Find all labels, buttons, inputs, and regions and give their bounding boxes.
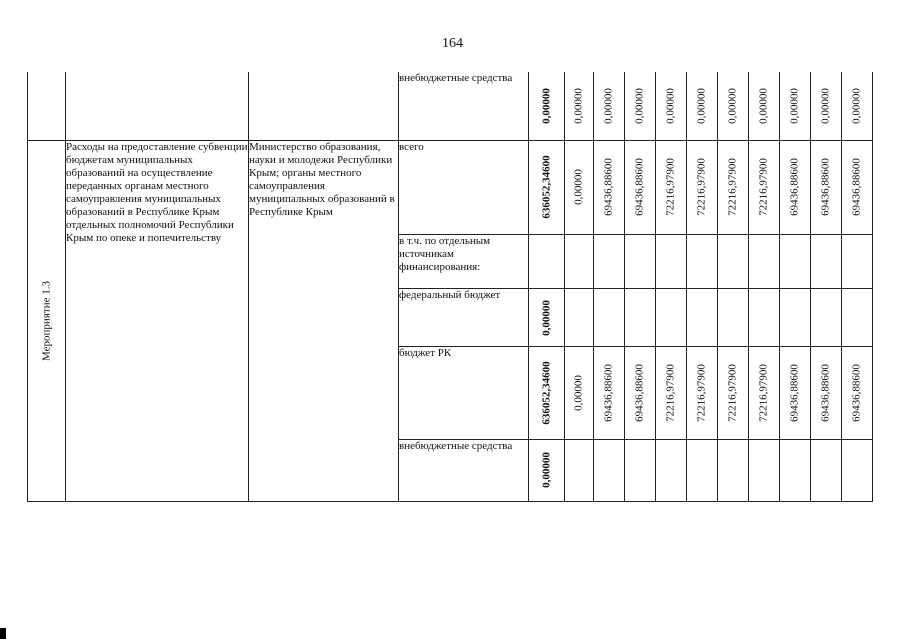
funding-type-label: федеральный бюджет xyxy=(399,289,501,302)
year-value: 72216,97900 xyxy=(695,364,708,422)
year-value: 0,00000 xyxy=(633,87,646,124)
year-value: 72216,97900 xyxy=(757,364,770,422)
year-value-cell xyxy=(656,347,687,439)
year-value: 0,00000 xyxy=(572,87,585,124)
year-value-cell xyxy=(749,289,780,347)
year-value: 0,00000 xyxy=(602,87,615,124)
year-value-cell xyxy=(718,140,749,234)
year-value: 69436,88600 xyxy=(633,364,646,422)
total-cell xyxy=(529,439,565,501)
year-value-cell xyxy=(842,289,873,347)
description-cell-continued xyxy=(66,72,249,140)
executor-cell-continued xyxy=(249,72,399,140)
year-value-cell xyxy=(656,140,687,234)
year-value: 0,00000 xyxy=(788,87,801,124)
budget-table xyxy=(27,72,873,502)
year-value-cell xyxy=(625,72,656,140)
year-value: 72216,97900 xyxy=(695,158,708,217)
year-value: 0,00000 xyxy=(572,375,585,411)
scan-artifact xyxy=(0,628,6,639)
measure-code-cell xyxy=(28,140,66,501)
total-value: 0,00000 xyxy=(540,87,552,124)
year-value: 72216,97900 xyxy=(664,364,677,422)
year-value-cell xyxy=(625,439,656,501)
year-value-cell xyxy=(625,289,656,347)
year-value-cell xyxy=(749,140,780,234)
year-value: 69436,88600 xyxy=(633,158,646,217)
funding-type-cell xyxy=(399,140,529,234)
year-value-cell xyxy=(687,235,718,289)
year-value-cell xyxy=(842,140,873,234)
year-value: 72216,97900 xyxy=(726,364,739,422)
year-value-cell xyxy=(625,347,656,439)
year-value-cell xyxy=(565,140,594,234)
year-value: 69436,88600 xyxy=(602,158,615,217)
year-value-cell xyxy=(687,439,718,501)
year-value: 69436,88600 xyxy=(850,158,863,217)
year-value-cell xyxy=(811,72,842,140)
page-number: 164 xyxy=(442,36,463,51)
year-value-cell xyxy=(780,72,811,140)
year-value-cell xyxy=(842,235,873,289)
total-value: 636052,34600 xyxy=(540,155,552,220)
year-value-cell xyxy=(594,235,625,289)
year-value-cell xyxy=(656,289,687,347)
year-value: 72216,97900 xyxy=(757,158,770,217)
year-value-cell xyxy=(749,439,780,501)
funding-type-cell xyxy=(399,347,529,439)
year-value-cell xyxy=(780,289,811,347)
year-value-cell xyxy=(842,439,873,501)
year-value-cell xyxy=(749,72,780,140)
year-value-cell xyxy=(749,235,780,289)
year-value-cell xyxy=(656,72,687,140)
year-value-cell xyxy=(749,347,780,439)
total-cell xyxy=(529,289,565,347)
year-value-cell xyxy=(594,439,625,501)
year-value: 0,00000 xyxy=(757,87,770,124)
description-cell xyxy=(66,140,249,501)
total-value: 0,00000 xyxy=(540,452,552,489)
year-value: 0,00000 xyxy=(572,169,585,206)
year-value-cell xyxy=(718,347,749,439)
table-row xyxy=(28,140,873,234)
year-value-cell xyxy=(565,347,594,439)
funding-type-cell xyxy=(399,439,529,501)
year-value: 0,00000 xyxy=(850,87,863,124)
year-value-cell xyxy=(718,439,749,501)
funding-type-cell xyxy=(399,72,529,140)
year-value-cell xyxy=(687,347,718,439)
year-value-cell xyxy=(565,72,594,140)
total-value: 636052,34600 xyxy=(540,361,552,425)
year-value-cell xyxy=(594,347,625,439)
year-value: 0,00000 xyxy=(664,87,677,124)
year-value-cell xyxy=(594,72,625,140)
funding-type-label: внебюджетные средства xyxy=(399,439,513,452)
year-value: 0,00000 xyxy=(695,87,708,124)
year-value-cell xyxy=(687,140,718,234)
year-value-cell xyxy=(625,235,656,289)
year-value-cell xyxy=(565,235,594,289)
year-value-cell xyxy=(780,140,811,234)
year-value: 69436,88600 xyxy=(788,158,801,217)
year-value-cell xyxy=(687,289,718,347)
total-cell xyxy=(529,347,565,439)
executor-cell xyxy=(249,140,399,501)
year-value-cell xyxy=(780,347,811,439)
year-value-cell xyxy=(565,439,594,501)
year-value-cell xyxy=(687,72,718,140)
year-value: 0,00000 xyxy=(819,87,832,124)
year-value-cell xyxy=(780,235,811,289)
year-value-cell xyxy=(656,439,687,501)
year-value-cell xyxy=(565,289,594,347)
year-value-cell xyxy=(718,72,749,140)
table-row xyxy=(28,72,873,140)
year-value-cell xyxy=(811,289,842,347)
funding-type-label: всего xyxy=(399,140,424,153)
year-value-cell xyxy=(780,439,811,501)
year-value: 69436,88600 xyxy=(850,364,863,422)
year-value-cell xyxy=(811,439,842,501)
year-value: 69436,88600 xyxy=(819,158,832,217)
year-value-cell xyxy=(811,347,842,439)
measure-code-cell-continued xyxy=(28,72,66,140)
funding-type-label: бюджет РК xyxy=(399,347,452,360)
year-value: 72216,97900 xyxy=(726,158,739,217)
year-value-cell xyxy=(718,289,749,347)
year-value-cell xyxy=(842,72,873,140)
year-value-cell xyxy=(718,235,749,289)
year-value: 0,00000 xyxy=(726,87,739,124)
total-cell xyxy=(529,235,565,289)
measure-executor: Министерство образования, науки и молодежи Республики Крым; органы местного самоуправления муниципальных образований в Республике Крым xyxy=(249,140,395,218)
year-value-cell xyxy=(811,140,842,234)
funding-type-cell xyxy=(399,235,529,289)
year-value-cell xyxy=(811,235,842,289)
measure-code: Мероприятие 1.3 xyxy=(40,280,52,361)
funding-type-cell xyxy=(399,289,529,347)
measure-description: Расходы на предоставление субвенции бюджетам муниципальных образований на осуществление переданных органам местного самоуправления муниципальных образований в Республике Крым отдельных полномочий Республики Крым по опеке и попечительству xyxy=(66,140,248,244)
total-value: 0,00000 xyxy=(540,299,552,336)
year-value-cell xyxy=(842,347,873,439)
year-value-cell xyxy=(594,140,625,234)
year-value-cell xyxy=(594,289,625,347)
year-value: 72216,97900 xyxy=(664,158,677,217)
year-value: 69436,88600 xyxy=(602,364,615,422)
year-value-cell xyxy=(625,140,656,234)
funding-type-label: в т.ч. по отдельным источникам финансирования: xyxy=(399,235,491,274)
total-cell xyxy=(529,140,565,234)
total-cell xyxy=(529,72,565,140)
funding-type-label: внебюджетные средства xyxy=(399,72,513,84)
year-value: 69436,88600 xyxy=(788,364,801,422)
year-value-cell xyxy=(656,235,687,289)
year-value: 69436,88600 xyxy=(819,364,832,422)
